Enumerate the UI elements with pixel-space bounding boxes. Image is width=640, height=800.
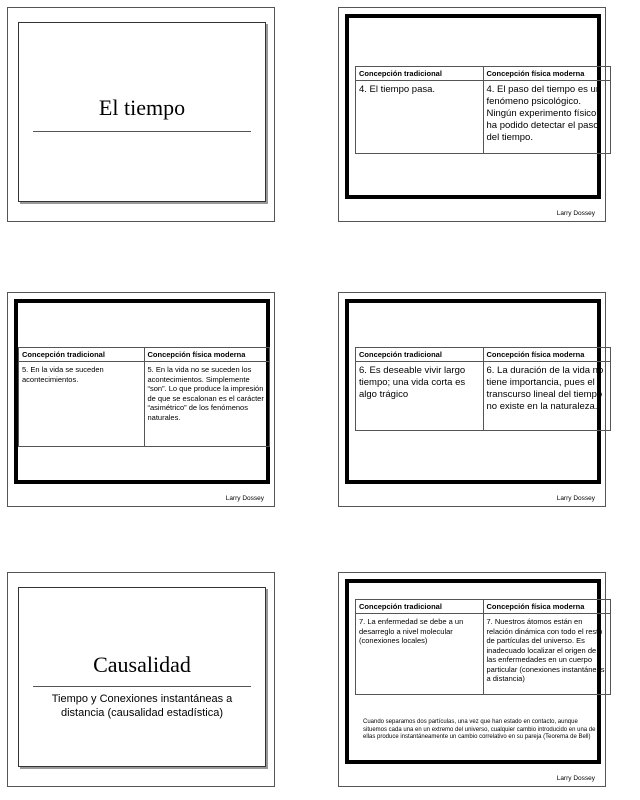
slide-title: El tiempo	[98, 95, 186, 120]
slide-title: Causalidad	[93, 652, 191, 677]
slide-1[interactable]	[7, 7, 275, 222]
header-traditional: Concepción tradicional	[19, 348, 145, 362]
content-frame	[345, 579, 605, 764]
cell-modern: 5. En la vida no se suceden los acontecimientos. Simplemente “son”. Lo que produce la impresión de que se escalonan es el carácter “asimétrico” de los fenómenos naturales.	[144, 362, 270, 447]
slide-4[interactable]	[338, 292, 606, 507]
cell-traditional: 6. Es deseable vivir largo tiempo; una vida corta es algo trágico	[356, 362, 484, 431]
cell-traditional: 7. La enfermedad se debe a un desarreglo a nivel molecular (conexiones locales)	[356, 614, 484, 695]
comparison-table	[355, 599, 611, 695]
comparison-table	[355, 66, 611, 154]
cell-modern: 4. El paso del tiempo es un fenómeno psicológico. Ningún experimento físico ha podido detectar el paso del tiempo.	[483, 81, 611, 154]
slide-3[interactable]	[7, 292, 275, 507]
cell-modern: 7. Nuestros átomos están en relación dinámica con todo el resto de partículas del universo. Es inadecuado localizar el origen de las enfermedades en un cuerpo particular (conexiones instantáneas a distancia)	[483, 614, 611, 695]
slide-2[interactable]	[338, 7, 606, 222]
title-rule	[33, 686, 251, 687]
comparison-table	[18, 347, 270, 447]
cell-modern: 6. La duración de la vida no tiene importancia, pues el transcurso lineal del tiempo no existe en la naturaleza.	[483, 362, 611, 431]
header-modern: Concepción física moderna	[483, 67, 611, 81]
title-frame	[18, 22, 266, 202]
author-label: Larry Dossey	[225, 495, 264, 502]
slide-5[interactable]	[7, 572, 275, 787]
slide-subtitle: Tiempo y Conexiones instantáneas a distancia (causalidad estadística)	[51, 693, 233, 719]
footnote: Cuando separamos dos partículas, una vez que han estado en contacto, aunque situemos cada una en un extremo del universo, cualquier cambio introducido en una de ellas produce instantáneamente un cambio correlativo en su pareja (Teorema de Bell)	[363, 719, 596, 740]
content-frame	[14, 299, 270, 484]
header-traditional: Concepción tradicional	[356, 600, 484, 614]
title-rule	[33, 131, 251, 132]
header-traditional: Concepción tradicional	[356, 348, 484, 362]
header-modern: Concepción física moderna	[144, 348, 270, 362]
header-modern: Concepción física moderna	[483, 600, 611, 614]
header-traditional: Concepción tradicional	[356, 67, 484, 81]
author-label: Larry Dossey	[556, 495, 595, 502]
author-label: Larry Dossey	[556, 210, 595, 217]
cell-traditional: 5. En la vida se suceden acontecimientos.	[19, 362, 145, 447]
content-frame	[345, 14, 601, 199]
comparison-table	[355, 347, 611, 431]
author-label: Larry Dossey	[556, 775, 595, 782]
slide-6[interactable]	[338, 572, 606, 787]
title-frame	[18, 587, 266, 767]
cell-traditional: 4. El tiempo pasa.	[356, 81, 484, 154]
header-modern: Concepción física moderna	[483, 348, 611, 362]
content-frame	[345, 299, 604, 484]
